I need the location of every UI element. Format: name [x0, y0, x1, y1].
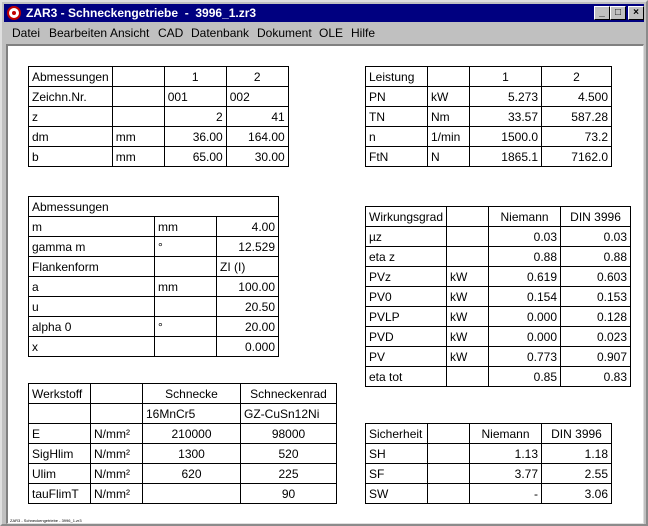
- table-row: [29, 297, 279, 317]
- cell-label: PVLP: [366, 307, 447, 327]
- menu-ole[interactable]: OLE: [319, 26, 344, 40]
- table-header: [29, 197, 279, 217]
- header-cell: Sicherheit: [366, 424, 428, 444]
- header-cell: 1: [164, 67, 226, 87]
- cell-value[interactable]: 210000: [143, 424, 241, 444]
- table-row: [29, 464, 337, 484]
- cell-value[interactable]: 1300: [143, 444, 241, 464]
- cell-value[interactable]: 0.83: [561, 367, 631, 387]
- cell-unit: N/mm²: [91, 444, 143, 464]
- cell-label: TN: [366, 107, 428, 127]
- table-row: [366, 347, 631, 367]
- cell-label: Zeichn.Nr.: [29, 87, 113, 107]
- cell-value[interactable]: 4.500: [542, 87, 612, 107]
- window-title: ZAR3 - Schneckengetriebe - 3996_1.zr3: [26, 6, 257, 20]
- header-cell: DIN 3996: [542, 424, 612, 444]
- cell-label: SH: [366, 444, 428, 464]
- table-row: [29, 217, 279, 237]
- cell-unit: kW: [447, 347, 489, 367]
- header-cell: Abmessungen: [29, 67, 113, 87]
- cell-value[interactable]: 0.03: [489, 227, 561, 247]
- menu-datei[interactable]: Datei: [12, 26, 41, 40]
- header-cell: Schneckenrad: [241, 384, 337, 404]
- cell-value[interactable]: 164.00: [226, 127, 288, 147]
- menu-cad[interactable]: CAD: [158, 26, 184, 40]
- cell-value[interactable]: 0.773: [489, 347, 561, 367]
- table-row: [366, 107, 612, 127]
- table-header: [366, 207, 631, 227]
- table-row: [366, 227, 631, 247]
- table-sicherheit: [365, 423, 612, 504]
- cell-unit: mm: [112, 147, 164, 167]
- cell-value[interactable]: 001: [164, 87, 226, 107]
- status-text: ZAR3 - Schneckengetriebe - 3996_1.zr3: [10, 518, 82, 523]
- cell-label: tauFlimT: [29, 484, 91, 504]
- cell-label: a: [29, 277, 155, 297]
- cell-label: b: [29, 147, 113, 167]
- cell-value[interactable]: 1.13: [470, 444, 542, 464]
- cell-value[interactable]: 0.85: [489, 367, 561, 387]
- cell-value[interactable]: 0.023: [561, 327, 631, 347]
- cell-unit: °: [155, 237, 217, 257]
- cell-value[interactable]: 65.00: [164, 147, 226, 167]
- cell-label: µz: [366, 227, 447, 247]
- header-cell: [447, 207, 489, 227]
- cell-label: SF: [366, 464, 428, 484]
- cell-label: n: [366, 127, 428, 147]
- cell-unit: N/mm²: [91, 484, 143, 504]
- cell-label: x: [29, 337, 155, 357]
- table-row: [29, 424, 337, 444]
- cell-value[interactable]: 0.88: [561, 247, 631, 267]
- cell-value[interactable]: GZ-CuSn12Ni: [241, 404, 337, 424]
- cell-value[interactable]: 587.28: [542, 107, 612, 127]
- cell-unit: [447, 227, 489, 247]
- table-row: [29, 317, 279, 337]
- table-row: [29, 444, 337, 464]
- cell-unit: [155, 337, 217, 357]
- header-cell: 2: [542, 67, 612, 87]
- cell-value[interactable]: 0.88: [489, 247, 561, 267]
- cell-value[interactable]: 1865.1: [470, 147, 542, 167]
- cell-label: FtN: [366, 147, 428, 167]
- cell-unit: [155, 297, 217, 317]
- cell-label: PVz: [366, 267, 447, 287]
- cell-label: u: [29, 297, 155, 317]
- app-icon[interactable]: [7, 6, 21, 20]
- cell-value[interactable]: 2: [164, 107, 226, 127]
- header-cell: Niemann: [489, 207, 561, 227]
- header-cell: Leistung: [366, 67, 428, 87]
- minimize-button[interactable]: _: [594, 6, 610, 20]
- cell-value[interactable]: 0.603: [561, 267, 631, 287]
- maximize-button[interactable]: □: [610, 6, 626, 20]
- cell-unit: [155, 257, 217, 277]
- menu-dokument[interactable]: Dokument: [257, 26, 312, 40]
- header-cell: 1: [470, 67, 542, 87]
- cell-label: gamma m: [29, 237, 155, 257]
- document-area: [6, 44, 644, 524]
- cell-value[interactable]: 100.00: [217, 277, 279, 297]
- cell-unit: kW: [447, 267, 489, 287]
- table-header: [29, 384, 337, 404]
- cell-label: Flankenform: [29, 257, 155, 277]
- cell-label: PN: [366, 87, 428, 107]
- menu-ansicht[interactable]: Ansicht: [110, 26, 150, 40]
- table-row: [366, 327, 631, 347]
- table-row: [29, 127, 289, 147]
- cell-unit: Nm: [428, 107, 470, 127]
- header-cell: [91, 384, 143, 404]
- cell-unit: kW: [428, 87, 470, 107]
- cell-value[interactable]: [143, 484, 241, 504]
- cell-unit: °: [155, 317, 217, 337]
- menu-datenbank[interactable]: Datenbank: [191, 26, 250, 40]
- cell-value[interactable]: 1500.0: [470, 127, 542, 147]
- cell-label: alpha 0: [29, 317, 155, 337]
- cell-unit: [112, 107, 164, 127]
- cell-value[interactable]: 73.2: [542, 127, 612, 147]
- cell-unit: kW: [447, 287, 489, 307]
- cell-unit: mm: [155, 277, 217, 297]
- header-cell: Werkstoff: [29, 384, 91, 404]
- cell-unit: kW: [447, 327, 489, 347]
- menu-bearbeiten[interactable]: Bearbeiten: [49, 26, 108, 40]
- cell-unit: mm: [112, 127, 164, 147]
- cell-unit: [112, 87, 164, 107]
- header-cell: Abmessungen: [29, 197, 279, 217]
- table-row: [366, 464, 612, 484]
- cell-value[interactable]: 7162.0: [542, 147, 612, 167]
- cell-value[interactable]: 4.00: [217, 217, 279, 237]
- table-row: [29, 107, 289, 127]
- table-row: [366, 444, 612, 464]
- table-row: [29, 484, 337, 504]
- cell-label: dm: [29, 127, 113, 147]
- cell-value[interactable]: 1.18: [542, 444, 612, 464]
- cell-value[interactable]: 0.000: [489, 307, 561, 327]
- cell-value[interactable]: 2.55: [542, 464, 612, 484]
- cell-label: z: [29, 107, 113, 127]
- cell-value[interactable]: 0.03: [561, 227, 631, 247]
- cell-label: PV0: [366, 287, 447, 307]
- header-cell: DIN 3996: [561, 207, 631, 227]
- table-leistung: [365, 66, 612, 167]
- cell-value[interactable]: 0.153: [561, 287, 631, 307]
- header-cell: [428, 424, 470, 444]
- cell-label: eta z: [366, 247, 447, 267]
- menu-bar: [4, 23, 644, 43]
- cell-unit: 1/min: [428, 127, 470, 147]
- table-wirkungsgrad: [365, 206, 631, 387]
- header-cell: Wirkungsgrad: [366, 207, 447, 227]
- cell-value[interactable]: -: [470, 484, 542, 504]
- cell-value[interactable]: 98000: [241, 424, 337, 444]
- cell-value[interactable]: 225: [241, 464, 337, 484]
- cell-value[interactable]: 33.57: [470, 107, 542, 127]
- header-cell: [428, 67, 470, 87]
- cell-value[interactable]: 0.907: [561, 347, 631, 367]
- cell-label: Ulim: [29, 464, 91, 484]
- cell-value[interactable]: 16MnCr5: [143, 404, 241, 424]
- menu-hilfe[interactable]: Hilfe: [351, 26, 376, 40]
- table-row: [366, 367, 631, 387]
- table-row: [29, 404, 337, 424]
- close-button[interactable]: ×: [628, 6, 644, 20]
- cell-label: PV: [366, 347, 447, 367]
- cell-value[interactable]: 36.00: [164, 127, 226, 147]
- cell-value[interactable]: 20.50: [217, 297, 279, 317]
- cell-value[interactable]: 20.00: [217, 317, 279, 337]
- cell-unit: N: [428, 147, 470, 167]
- table-row: [29, 87, 289, 107]
- table-row: [29, 277, 279, 297]
- title-bar[interactable]: [4, 4, 644, 22]
- cell-value[interactable]: 0.128: [561, 307, 631, 327]
- table-row: [29, 147, 289, 167]
- cell-value[interactable]: 90: [241, 484, 337, 504]
- table-header: [29, 67, 289, 87]
- cell-value[interactable]: 3.77: [470, 464, 542, 484]
- cell-unit: [428, 464, 470, 484]
- cell-label: m: [29, 217, 155, 237]
- cell-unit: N/mm²: [91, 424, 143, 444]
- table-row: [29, 337, 279, 357]
- cell-value[interactable]: 12.529: [217, 237, 279, 257]
- cell-value[interactable]: 0.000: [217, 337, 279, 357]
- table-row: [366, 307, 631, 327]
- cell-value[interactable]: 0.154: [489, 287, 561, 307]
- header-cell: 2: [226, 67, 288, 87]
- table-row: [29, 257, 279, 277]
- cell-label: SW: [366, 484, 428, 504]
- cell-value[interactable]: 3.06: [542, 484, 612, 504]
- cell-unit: [447, 247, 489, 267]
- header-cell: Schnecke: [143, 384, 241, 404]
- table-row: [366, 287, 631, 307]
- cell-label: eta tot: [366, 367, 447, 387]
- table-row: [366, 484, 612, 504]
- table-row: [366, 247, 631, 267]
- table-header: [366, 424, 612, 444]
- header-cell: [112, 67, 164, 87]
- table-row: [366, 267, 631, 287]
- cell-unit: [428, 444, 470, 464]
- cell-unit: [91, 404, 143, 424]
- table-row: [29, 237, 279, 257]
- cell-label: [29, 404, 91, 424]
- cell-label: PVD: [366, 327, 447, 347]
- cell-unit: N/mm²: [91, 464, 143, 484]
- cell-value[interactable]: 620: [143, 464, 241, 484]
- table-werkstoff: [28, 383, 337, 504]
- table-row: [366, 127, 612, 147]
- cell-value[interactable]: 41: [226, 107, 288, 127]
- cell-unit: [428, 484, 470, 504]
- header-cell: Niemann: [470, 424, 542, 444]
- cell-value[interactable]: 520: [241, 444, 337, 464]
- cell-value[interactable]: 5.273: [470, 87, 542, 107]
- cell-value[interactable]: 002: [226, 87, 288, 107]
- table-abmessungen-1: [28, 66, 289, 167]
- cell-value[interactable]: ZI (I): [217, 257, 279, 277]
- cell-label: E: [29, 424, 91, 444]
- cell-value[interactable]: 0.619: [489, 267, 561, 287]
- cell-value[interactable]: 30.00: [226, 147, 288, 167]
- cell-unit: kW: [447, 307, 489, 327]
- table-header: [366, 67, 612, 87]
- cell-value[interactable]: 0.000: [489, 327, 561, 347]
- cell-label: SigHlim: [29, 444, 91, 464]
- cell-unit: [447, 367, 489, 387]
- table-row: [366, 87, 612, 107]
- table-row: [366, 147, 612, 167]
- cell-unit: mm: [155, 217, 217, 237]
- table-abmessungen-2: [28, 196, 279, 357]
